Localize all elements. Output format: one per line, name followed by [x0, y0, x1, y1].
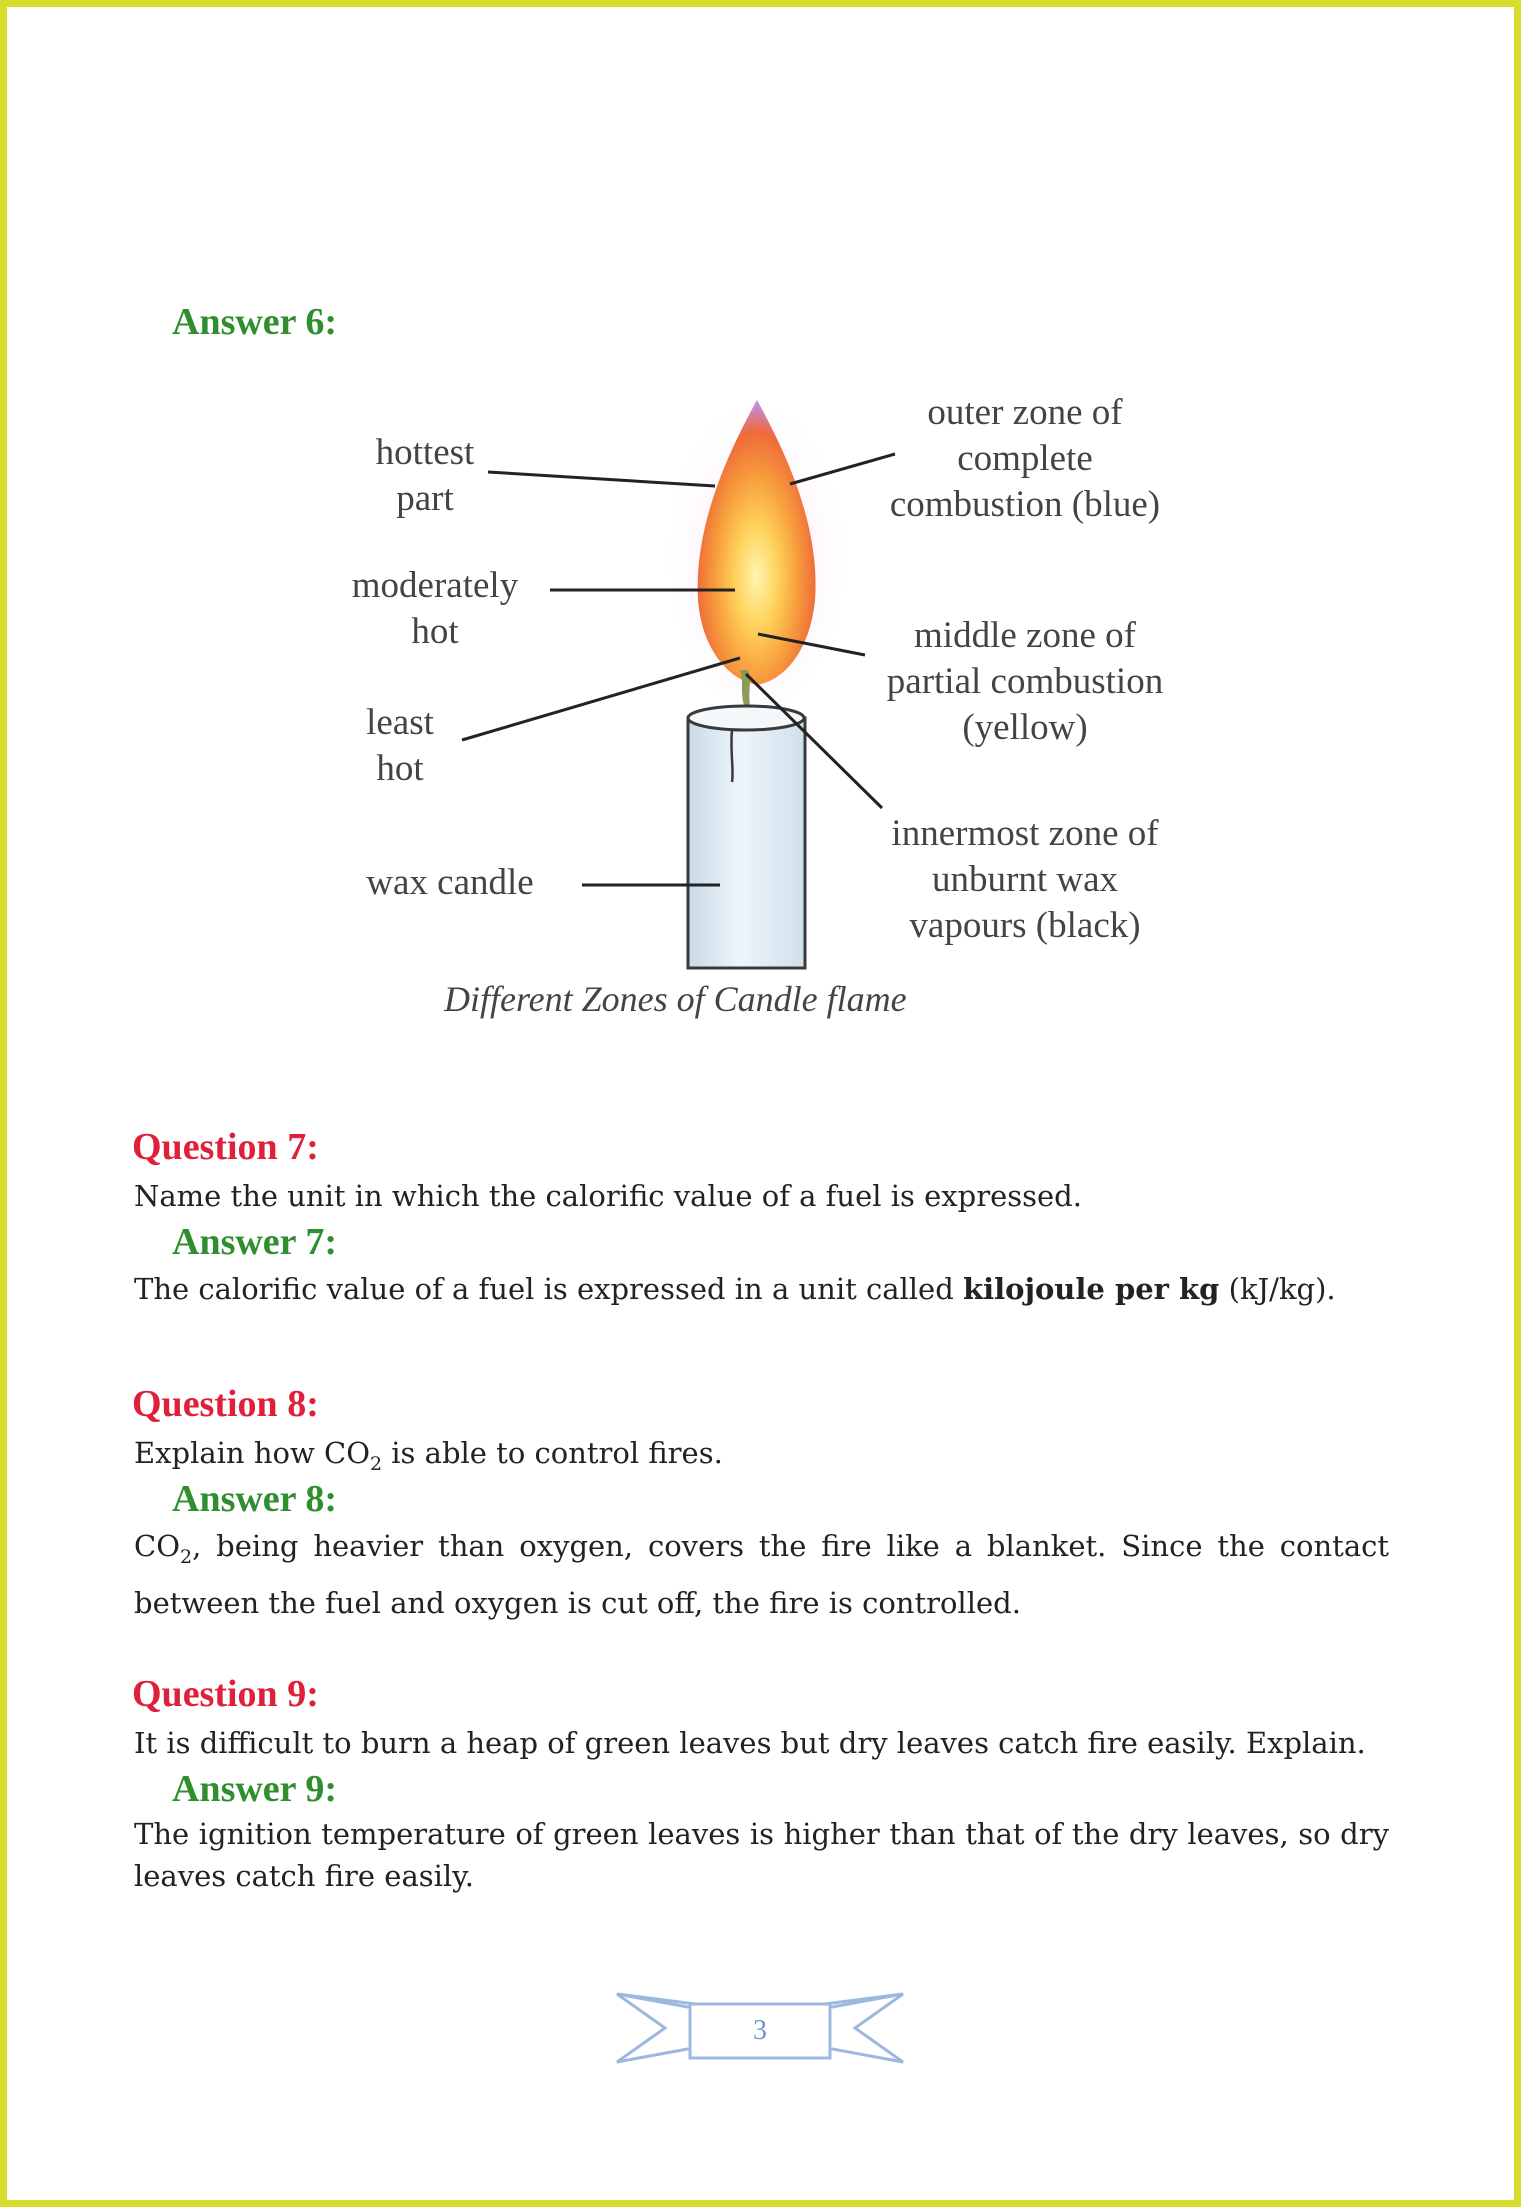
- answer-7-heading: Answer 7:: [172, 1221, 338, 1263]
- page-number: 3: [753, 2015, 767, 2046]
- candle-top: [688, 706, 804, 730]
- answer-9-heading: Answer 9:: [172, 1768, 338, 1810]
- wax-candle-body: [688, 718, 805, 968]
- question-9-heading: Question 9:: [132, 1673, 319, 1715]
- question-7-heading: Question 7:: [132, 1126, 319, 1168]
- label-wax-candle: wax candle: [366, 862, 534, 903]
- answer-6-heading: Answer 6:: [172, 301, 338, 343]
- answer-7-text: The calorific value of a fuel is expressed in a unit called kilojoule per kg (kJ/kg).: [134, 1272, 1336, 1306]
- label-innermost-zone: innermost zone of unburnt wax vapours (black): [891, 813, 1159, 946]
- question-9-text: It is difficult to burn a heap of green leaves but dry leaves catch fire easily. Explain.: [134, 1726, 1366, 1760]
- answer-7-unit: kilojoule per kg: [963, 1272, 1220, 1306]
- label-outer-zone: outer zone of complete combustion (blue): [889, 392, 1161, 525]
- candle-flame-diagram: [320, 380, 1220, 1040]
- answer-8-text: $CO_2$, being heavier than oxygen, covers the fire like a blanket. Since the contact between the fuel and oxygen is cut off, the fire is controlled.: [134, 1529, 1389, 1620]
- question-7-text: Name the unit in which the calorific value of a fuel is expressed.: [134, 1179, 1082, 1213]
- diagram-caption: Different Zones of Candle flame: [444, 979, 907, 1019]
- label-hottest-part: hottest part: [375, 432, 475, 519]
- question-8-text: Explain how $CO_2$ is able to control fires.: [134, 1436, 723, 1475]
- answer-8-heading: Answer 8:: [172, 1478, 338, 1520]
- question-8-heading: Question 8:: [132, 1383, 319, 1425]
- label-moderately-hot: moderately hot: [351, 565, 519, 652]
- label-least-hot: least hot: [366, 702, 434, 789]
- label-middle-zone: middle zone of partial combustion (yellow): [886, 615, 1164, 748]
- page-number-ribbon: [615, 1990, 905, 2070]
- wax-drip: [731, 730, 732, 782]
- answer-9-text: The ignition temperature of green leaves is higher than that of the dry leaves, so dry leaves catch fire easily.: [134, 1817, 1389, 1893]
